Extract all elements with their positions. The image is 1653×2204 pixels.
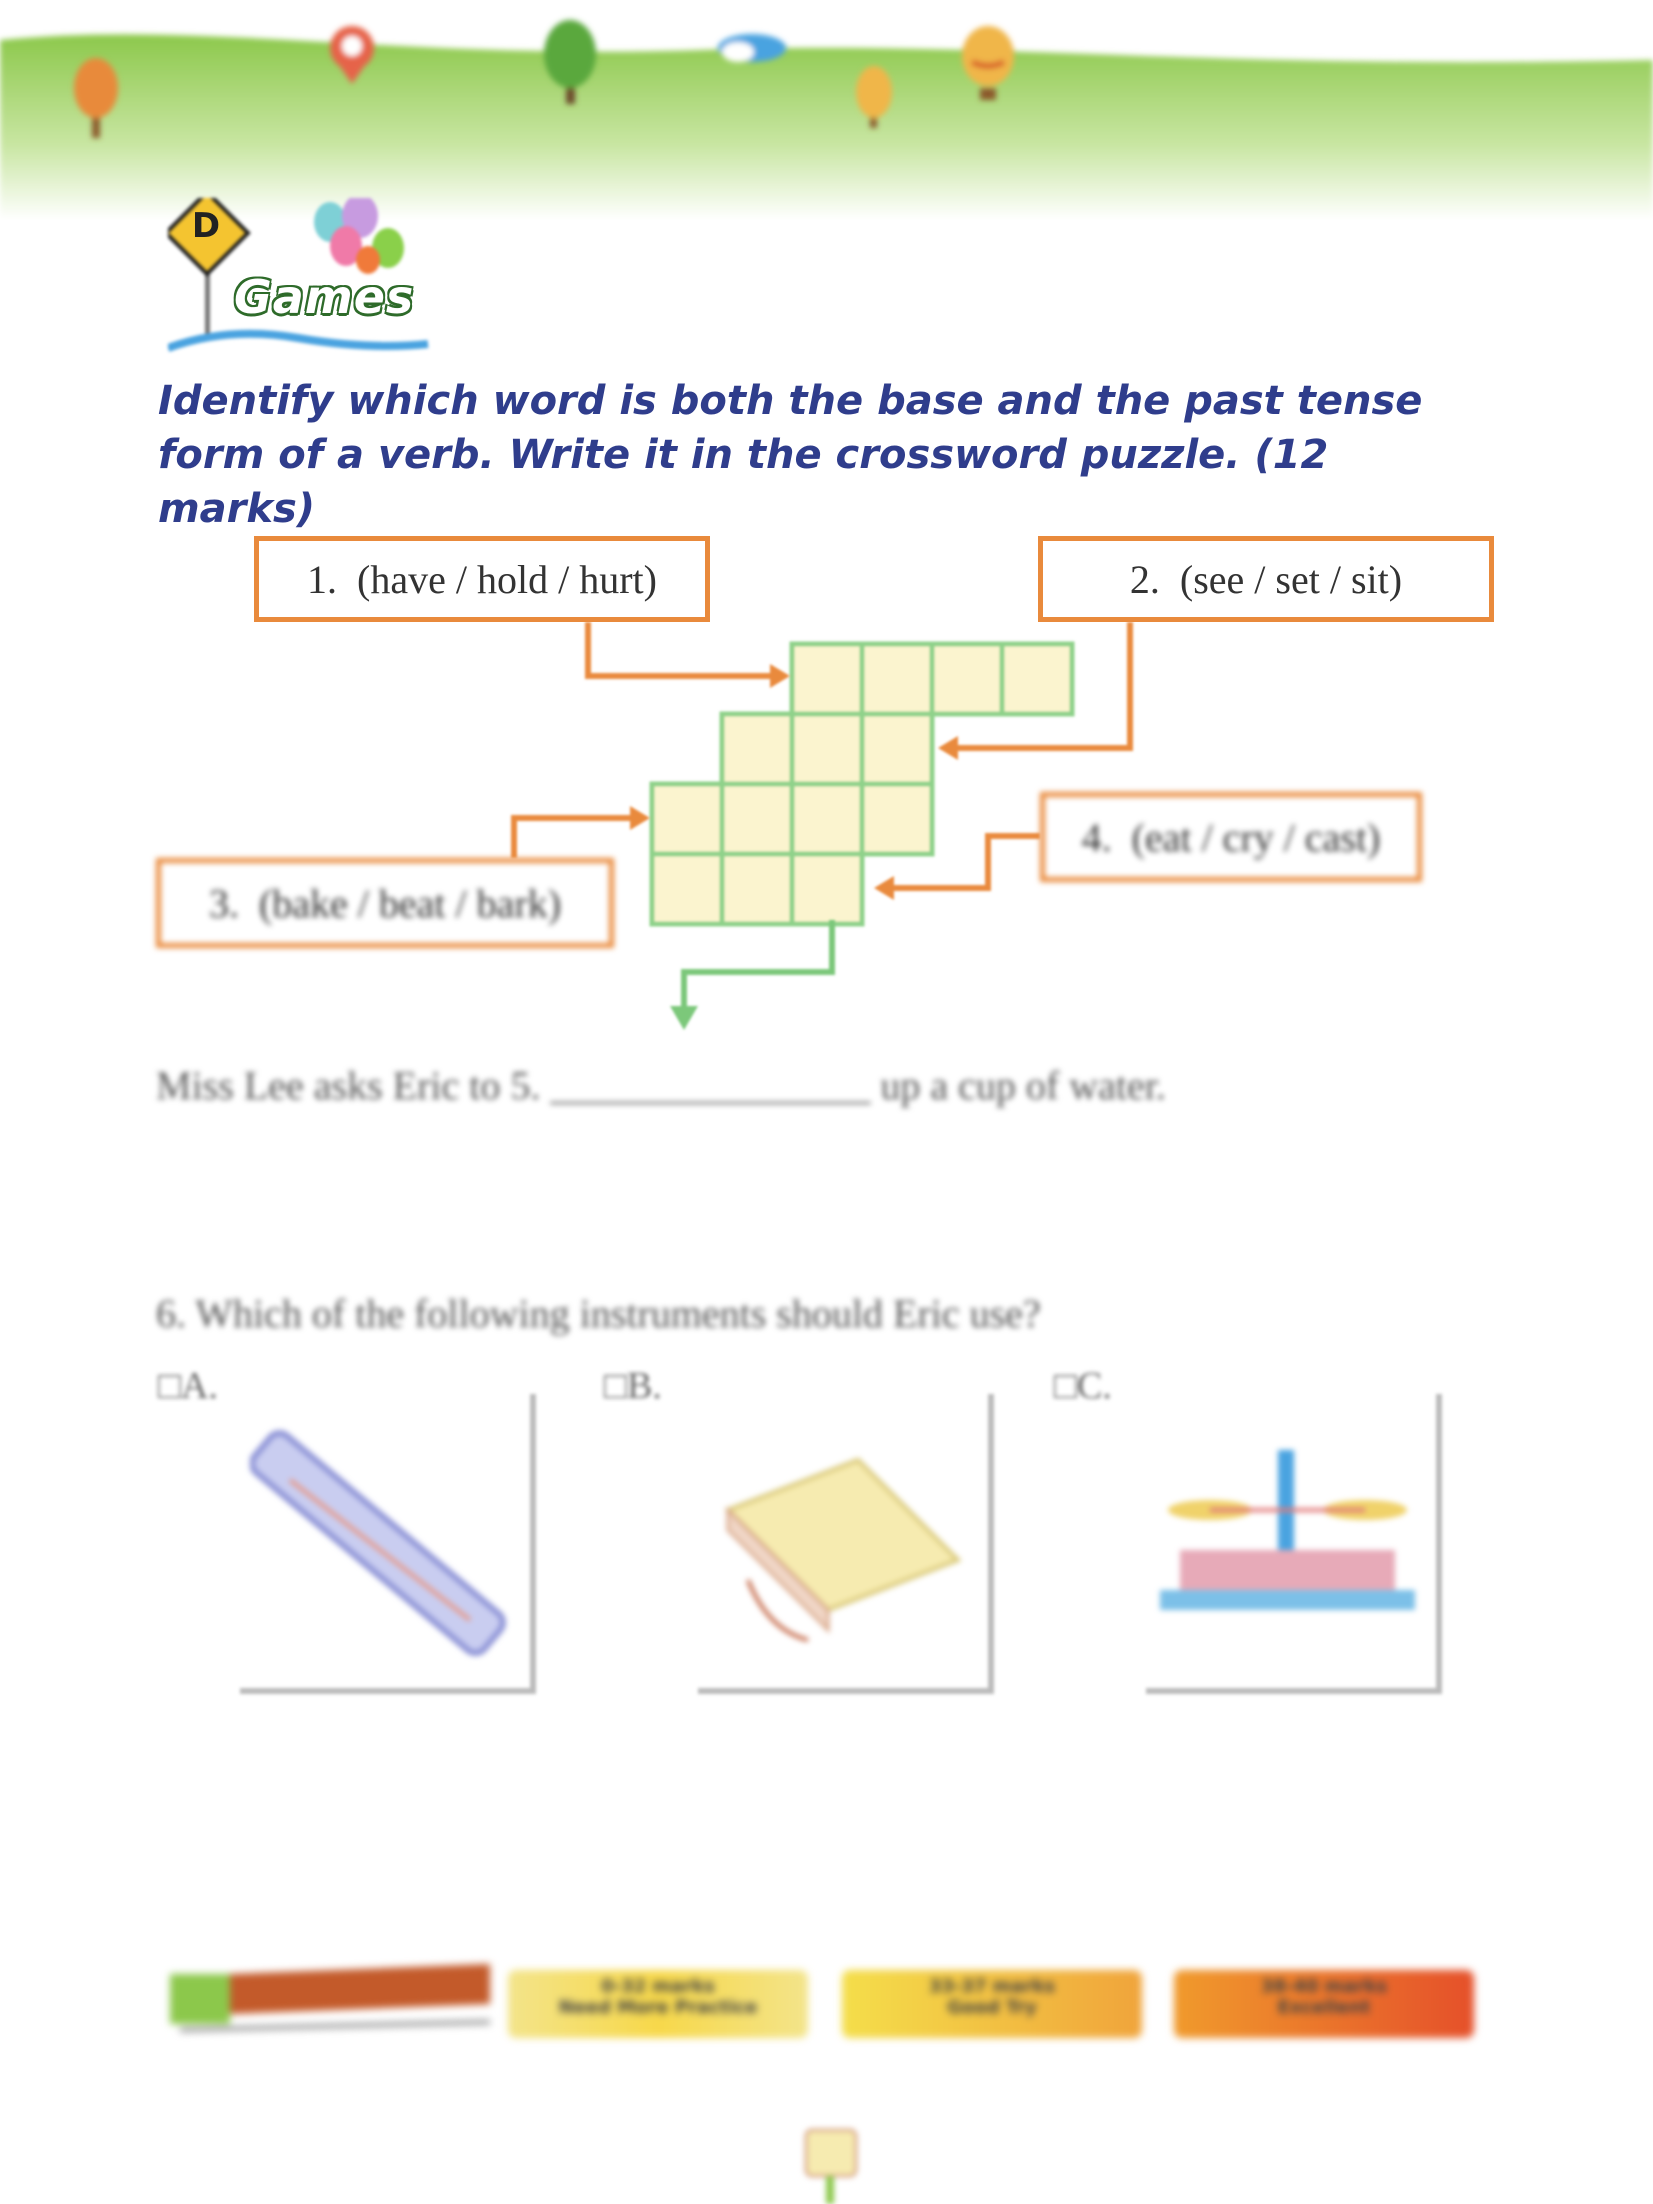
option-b-checkbox[interactable]: □B. xyxy=(604,1365,662,1407)
instruction-text: Identify which word is both the base and the past tense form of a verb. Write it in the crossword puzzle. (12 marks) xyxy=(158,378,1423,532)
clue-3-connector xyxy=(514,818,630,858)
clue-4-number: 4. xyxy=(1081,814,1112,860)
clue-box-3 xyxy=(156,858,614,948)
crossword-cell[interactable] xyxy=(652,854,722,924)
clue-2-number: 2. xyxy=(1129,556,1160,602)
score-mid-range: 33-37 marks xyxy=(928,1976,1056,1997)
crossword-cell[interactable] xyxy=(1002,644,1072,714)
crossword-cell[interactable] xyxy=(862,714,932,784)
sponge-icon xyxy=(708,1440,978,1670)
clue-2-options: (see / set / sit) xyxy=(1179,556,1403,602)
crossword-cell[interactable] xyxy=(932,644,1002,714)
score-box-mid xyxy=(842,1970,1142,2038)
clue-1-connector xyxy=(588,622,770,676)
section-letter: D xyxy=(191,206,221,246)
crossword-cell[interactable] xyxy=(652,784,722,854)
score-box-high xyxy=(1174,1970,1474,2038)
clue-4-options: (eat / cry / cast) xyxy=(1131,814,1381,860)
score-high-range: 38-40 marks xyxy=(1260,1976,1388,1997)
clue-4-arrow xyxy=(874,876,894,900)
crossword-cell[interactable] xyxy=(862,644,932,714)
clue-1-number: 1. xyxy=(307,556,338,602)
assessment-logo-icon xyxy=(170,1964,490,2034)
option-c-checkbox[interactable]: □C. xyxy=(1054,1365,1112,1407)
section-title: Games xyxy=(234,270,415,324)
sentence-5: Miss Lee asks Eric to 5. ________________ up a cup of water. xyxy=(156,1063,1166,1108)
clue-1-options: (have / hold / hurt) xyxy=(357,556,657,602)
crossword-cell[interactable] xyxy=(862,784,932,854)
clue-1-arrow xyxy=(770,664,790,688)
clue-3-number: 3. xyxy=(208,880,239,926)
score-mid-label: Good Try xyxy=(947,1997,1037,2018)
crossword-cell[interactable] xyxy=(722,714,792,784)
clue-3-options: (bake / beat / bark) xyxy=(258,880,562,926)
ruler-icon xyxy=(250,1410,510,1670)
option-a-checkbox[interactable]: □A. xyxy=(158,1365,218,1407)
score-high-label: Excellent xyxy=(1277,1997,1371,2018)
clue-2-arrow xyxy=(938,736,958,760)
clue-5-connector xyxy=(684,920,832,1010)
clue-box-1 xyxy=(254,536,710,622)
clue-3-arrow xyxy=(630,806,650,830)
clue-box-2 xyxy=(1038,536,1494,622)
score-low-label: Need More Practice xyxy=(558,1997,758,2018)
clue-box-4 xyxy=(1040,792,1422,882)
balance-scale-icon xyxy=(1160,1440,1420,1660)
crossword-cell[interactable] xyxy=(792,784,862,854)
score-box-low xyxy=(508,1970,808,2038)
score-low-range: 0-32 marks xyxy=(601,1976,715,1997)
crossword-cell[interactable] xyxy=(722,854,792,924)
crossword-cell[interactable] xyxy=(792,714,862,784)
clue-5-arrow xyxy=(670,1006,698,1030)
crossword-cell[interactable] xyxy=(792,854,862,924)
page-corner-icon xyxy=(796,2124,866,2204)
crossword-cell[interactable] xyxy=(722,784,792,854)
score-guide-bar xyxy=(170,1940,1490,2050)
question-6: 6. Which of the following instruments should Eric use? xyxy=(156,1291,1041,1336)
crossword-cell[interactable] xyxy=(792,644,862,714)
